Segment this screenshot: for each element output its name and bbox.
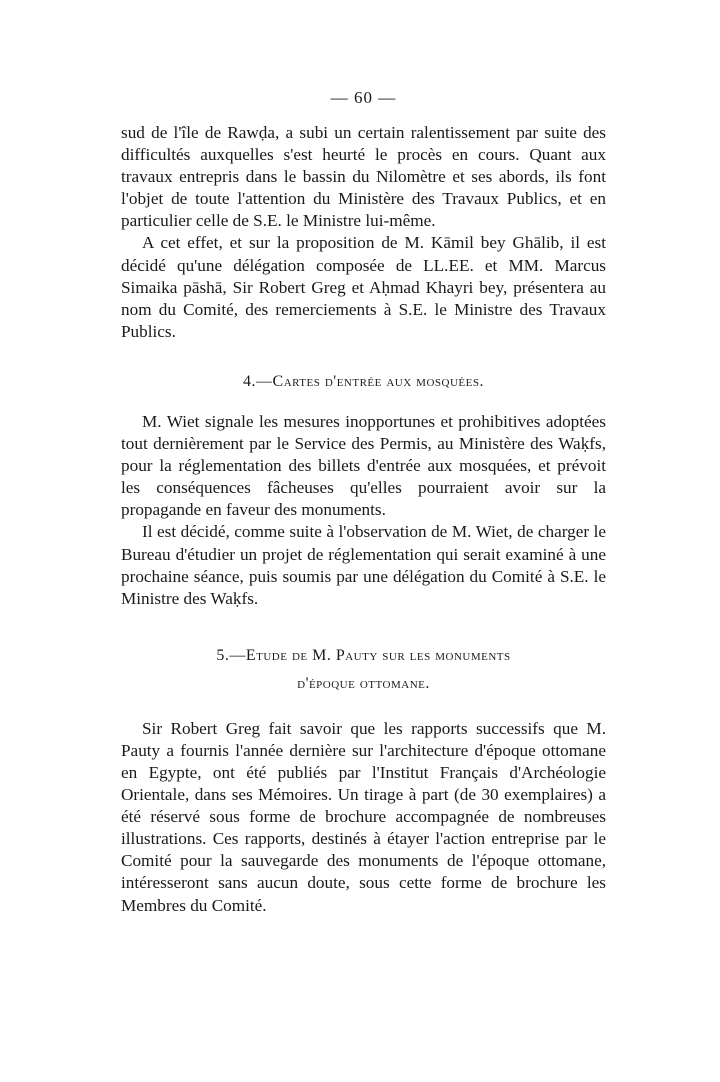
- section-heading-5-line-1: 5.—Etude de M. Pauty sur les monuments: [216, 646, 511, 664]
- page-number: — 60 —: [330, 88, 397, 107]
- section-heading-5: [121, 642, 606, 698]
- paragraph-delegation: A cet effet, et sur la proposition de M. Kāmil bey Ghālib, il est décidé qu'une délégation composée de LL.EE. et MM. Marcus Simaika pāshā, Sir Robert Greg et Aḥmad Khayri bey, présentera au nom du Comité, des remerciements à S.E. le Ministre des Travaux Publics.: [121, 233, 606, 341]
- section-heading-4: 4.—Cartes d'entrée aux mosquées.: [243, 372, 484, 390]
- paragraph-wiet-signale: M. Wiet signale les mesures inopportunes et prohibitives adoptées tout dernièrement par le Service des Permis, au Ministère des Waḳfs, pour la réglementation des billets d'entrée aux mosquées, et prévoit les conséquences fâcheuses qu'elles pourraient avoir sur la propagande en faveur des monuments.: [121, 411, 606, 520]
- paragraph-continuation: sud de l'île de Rawḍa, a subi un certain ralentissement par suite des difficultés auxquelles s'est heurté le procès en cours. Quant aux travaux entrepris dans le bassin du Nilomètre et ses abords, ils font l'objet de toute l'attention du Ministère des Travaux Publics, et en particulier celle de S.E. le Ministre lui-même.: [121, 123, 606, 231]
- paragraph-pauty-rapports: Sir Robert Greg fait savoir que les rapports successifs que M. Pauty a fournis l'année dernière sur l'architecture d'époque ottomane en Egypte, ont été publiés par l'Institut Français d'Archéologie Orientale, dans ses Mémoires. Un tirage à part (de 30 exemplaires) a été réservé sous forme de brochure accompagnée de nombreuses illustrations. Ces rapports, destinés à étayer l'action entreprise par le Comité pour la sauvegarde des monuments de l'époque ottomane, intéresseront sans aucun doute, sous cette forme de brochure les Membres du Comité.: [121, 718, 606, 915]
- document-page: [121, 88, 606, 917]
- section-heading-5-line-2: d'époque ottomane.: [297, 674, 430, 692]
- paragraph-wiet-decision: Il est décidé, comme suite à l'observation de M. Wiet, de charger le Bureau d'étudier un projet de réglementation qui serait examiné à une prochaine séance, puis soumis par une délégation du Comité à S.E. le Ministre des Waḳfs.: [121, 522, 606, 608]
